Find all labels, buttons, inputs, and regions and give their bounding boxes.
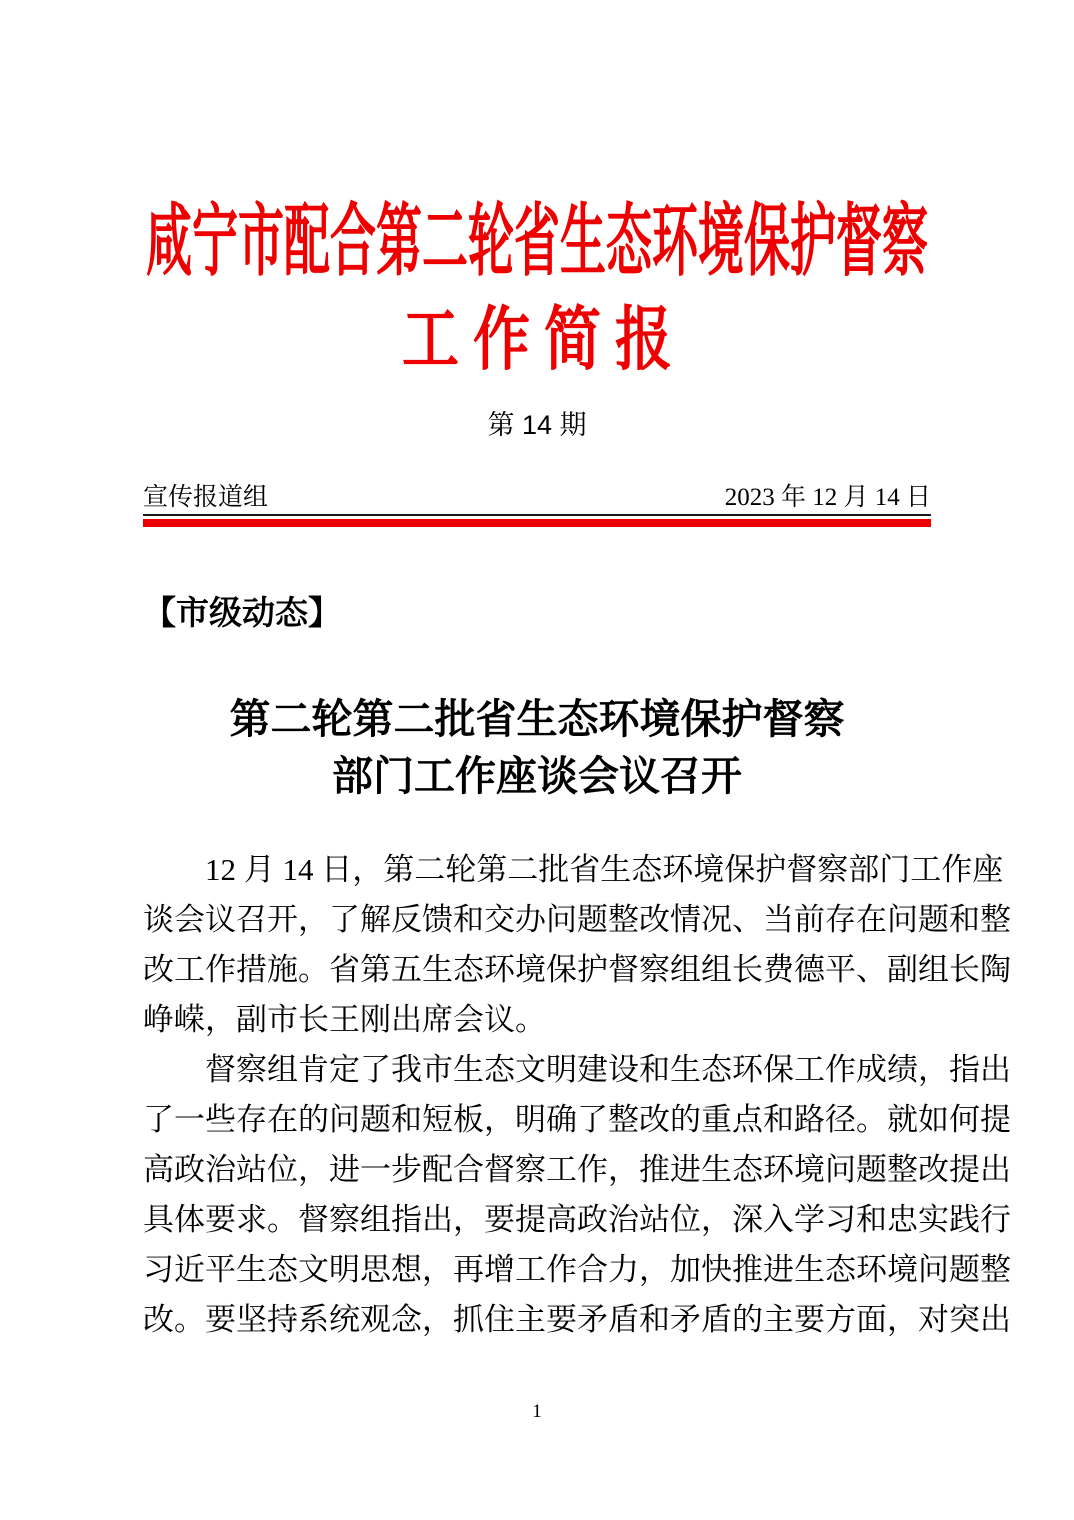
body-line: 峥嵘，副市长王刚出席会议。 — [143, 1002, 546, 1037]
document-title — [143, 196, 931, 382]
article-body — [143, 845, 1011, 1345]
document-title-line1-text: 咸宁市配合第二轮省生态环境保护督察 — [146, 197, 928, 285]
article-title-line1: 第二轮第二批省生态环境保护督察 — [229, 696, 845, 742]
paragraph — [143, 1045, 1011, 1345]
paragraph — [143, 845, 1011, 1045]
body-line: 谈会议召开，了解反馈和交办问题整改情况、当前存在问题和整 — [143, 902, 1011, 937]
body-line: 了一些存在的问题和短板，明确了整改的重点和路径。就如何提 — [143, 1102, 1011, 1137]
body-line: 习近平生态文明思想，再增工作合力，加快推进生态环境问题整 — [143, 1252, 1011, 1287]
masthead-row — [143, 484, 931, 512]
page-number: 1 — [532, 1401, 542, 1422]
article-title — [143, 691, 931, 805]
document-title-line1 — [143, 196, 931, 288]
document-title-line2-text: 工作简报 — [402, 301, 686, 379]
body-line: 具体要求。督察组指出，要提高政治站位，深入学习和忠实践行 — [143, 1202, 1011, 1237]
section-heading: 【市级动态】 — [143, 596, 341, 632]
masthead-date: 2023 年 12 月 14 日 — [724, 484, 931, 511]
body-line: 12 月 14 日，第二轮第二批省生态环境保护督察部门工作座 — [205, 852, 1004, 887]
body-line: 高政治站位，进一步配合督察工作，推进生态环境问题整改提出 — [143, 1152, 1011, 1187]
masthead-rule-thin — [143, 514, 931, 516]
article-title-line2: 部门工作座谈会议召开 — [332, 753, 742, 799]
body-line: 督察组肯定了我市生态文明建设和生态环保工作成绩，指出 — [205, 1052, 1011, 1087]
masthead-unit: 宣传报道组 — [143, 484, 269, 511]
body-line: 改。要坚持系统观念，抓住主要矛盾和矛盾的主要方面，对突出 — [143, 1302, 1011, 1337]
body-line: 改工作措施。省第五生态环境保护督察组组长费德平、副组长陶 — [143, 952, 1011, 987]
issue-number: 第 14 期 — [487, 410, 587, 440]
masthead-rule-red — [143, 519, 931, 527]
page-content — [143, 196, 1011, 1345]
